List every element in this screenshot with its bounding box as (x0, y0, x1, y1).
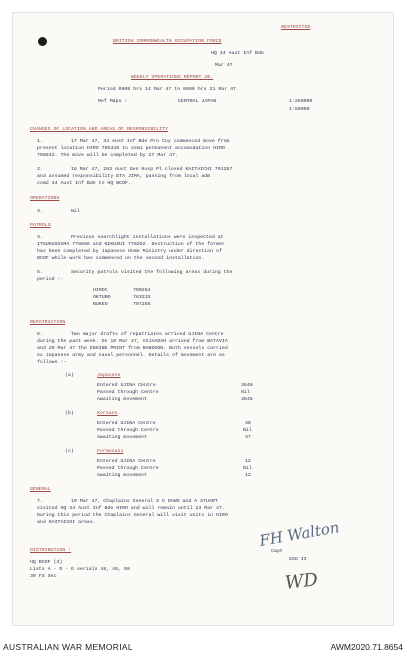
movement-label: Awaiting movement (97, 435, 147, 440)
section-heading: CHANGES OF LOCATION AND AREAS OF RESPONSIBILITY (30, 127, 168, 132)
para-line: during the past week. On 18 Mar 47, VIJAADAH arrived from BATAVIA (37, 339, 228, 344)
para-line: 18 Mar 47, 283 Aust Gen Hosp Pl closed KAITAICHI 791257 (71, 167, 233, 172)
movement-label: Passed through Centre (97, 428, 159, 433)
unit-line: HQ 34 Aust Inf Bde (211, 51, 264, 56)
section-heading: OPERATIONS (30, 196, 60, 201)
signatory-rank: Capt (271, 549, 283, 554)
movement-value: Nil (243, 428, 252, 433)
para-line: has been completed by Japanese Home Ministry under direction of (37, 249, 222, 254)
period-line: Period 0800 hrs 14 Mar 47 to 0800 hrs 21 Mar 47 (98, 87, 236, 92)
para-line: BCOF while work has commenced on the second installation. (37, 256, 205, 261)
movement-label: Passed through Centre (97, 390, 159, 395)
para-line: comd 34 Aust Inf Bde to HQ BCOF. (37, 181, 131, 186)
group-letter: (b) (65, 411, 74, 416)
para-line: follows :- (37, 360, 67, 365)
movement-value: 3645 (241, 397, 253, 402)
para-line: Two major drafts of repatriates arrived UJINA Centre (71, 332, 224, 337)
area-ref: 783233 (133, 295, 151, 300)
para-line: 798842. The move will be completed by 27 Mar 47. (37, 153, 178, 158)
ref-maps-value: CENTRAL JAPAN (178, 99, 217, 104)
movement-label: Entered UJINA Centre (97, 421, 156, 426)
para-number: 3. (37, 209, 43, 214)
para-number: 2. (37, 167, 43, 172)
map-scale-2: 1:50000 (289, 107, 310, 112)
ref-maps-label: Ref Maps : (98, 99, 128, 104)
group-name: Formosans (97, 449, 124, 454)
para-line: and assumed responsibility ETA JIMA, passing from local adm (37, 174, 211, 179)
movement-value: Nil (241, 390, 250, 395)
report-title: WEEKLY OPERATIONS REPORT 20. (131, 75, 214, 80)
movement-value: 37 (245, 435, 251, 440)
archive-reference: AWM2020.71.8654 (330, 642, 403, 652)
para-line: and KAITAICHI areas. (37, 520, 96, 525)
group-name: Koreans (97, 411, 118, 416)
para-number: 1. (37, 139, 43, 144)
para-line: present location HIRO 795348 to semi permanent accomodation HIRO (37, 146, 225, 151)
group-letter: (a) (65, 373, 74, 378)
para-line: ITSUKUSHIMA 778856 and KIKUSUI 778282. Destruction of the former (37, 242, 225, 247)
group-letter: (c) (65, 449, 74, 454)
handwritten-initials: WD (283, 569, 319, 594)
movement-value: 12 (245, 473, 251, 478)
section-heading: PATROLS (30, 223, 51, 228)
movement-value: 3640 (241, 383, 253, 388)
area-name: OKTUBO (93, 295, 111, 300)
map-scale-1: 1:250000 (289, 99, 313, 104)
para-line: Nil (71, 209, 80, 214)
distribution-line: Lists A - D - E serials 48, 49, 50 (30, 567, 130, 572)
archive-name: AUSTRALIAN WAR MEMORIAL (3, 642, 133, 652)
para-line: visited HQ 34 Aust Inf Bde HIRO and will remain until 23 Mar 47. (37, 506, 225, 511)
area-ref: 797285 (133, 302, 151, 307)
movement-label: Passed through Centre (97, 466, 159, 471)
para-number: 7. (37, 499, 43, 504)
section-heading: REPATRIATION (30, 320, 66, 325)
movement-value: 36 (245, 421, 251, 426)
document-page (13, 13, 393, 625)
para-line: 17 Mar 47, 34 Aust Inf Bde Pro Coy commenced move from (71, 139, 230, 144)
para-line: 19 Mar 47, Chaplains General S G DAWS and A STUART (71, 499, 218, 504)
movement-label: Awaiting movement (97, 397, 147, 402)
para-line: Previous searchlight installations were inspected at (71, 235, 224, 240)
organisation-title: BRITISH COMMONWEALTH OCCUPATION FORCE (113, 39, 222, 44)
date-line: Mar 47 (215, 63, 233, 68)
punch-hole (38, 37, 47, 46)
movement-value: 12 (245, 459, 251, 464)
movement-value: Nil (243, 466, 252, 471)
area-name: BUKEO (93, 302, 108, 307)
movement-label: Awaiting movement (97, 473, 147, 478)
para-number: 4. (37, 235, 43, 240)
signatory-role: GSO II (289, 557, 307, 562)
para-line: and 20 Mar 47 the ENGINE PRINT from RANGOON. Both vessels carried (37, 346, 228, 351)
para-line: During this period the Chaplains General will visit units in HIRO (37, 513, 228, 518)
area-ref: 790284 (133, 288, 151, 293)
para-line: ex Japanese army and naval personnel. Details of movement are as (37, 353, 225, 358)
para-line: Security patrols visited the following areas during the (71, 270, 233, 275)
movement-label: Entered UJINA Centre (97, 459, 156, 464)
para-number: 6. (37, 332, 43, 337)
classification-mark: RESTRICTED (281, 25, 311, 30)
para-number: 5. (37, 270, 43, 275)
distribution-heading: DISTRIBUTION : (30, 548, 72, 553)
group-name: Japanese (97, 373, 121, 378)
movement-label: Entered UJINA Centre (97, 383, 156, 388)
para-line: period :- (37, 277, 64, 282)
area-name: HIROC (93, 288, 108, 293)
section-heading: GENERAL (30, 487, 51, 492)
signature-scrawl: FH Walton (258, 518, 341, 550)
distribution-line: HQ BCOF (3) (30, 560, 63, 565)
archive-footer (0, 631, 406, 653)
distribution-line: 39 FS Sec (30, 574, 57, 579)
